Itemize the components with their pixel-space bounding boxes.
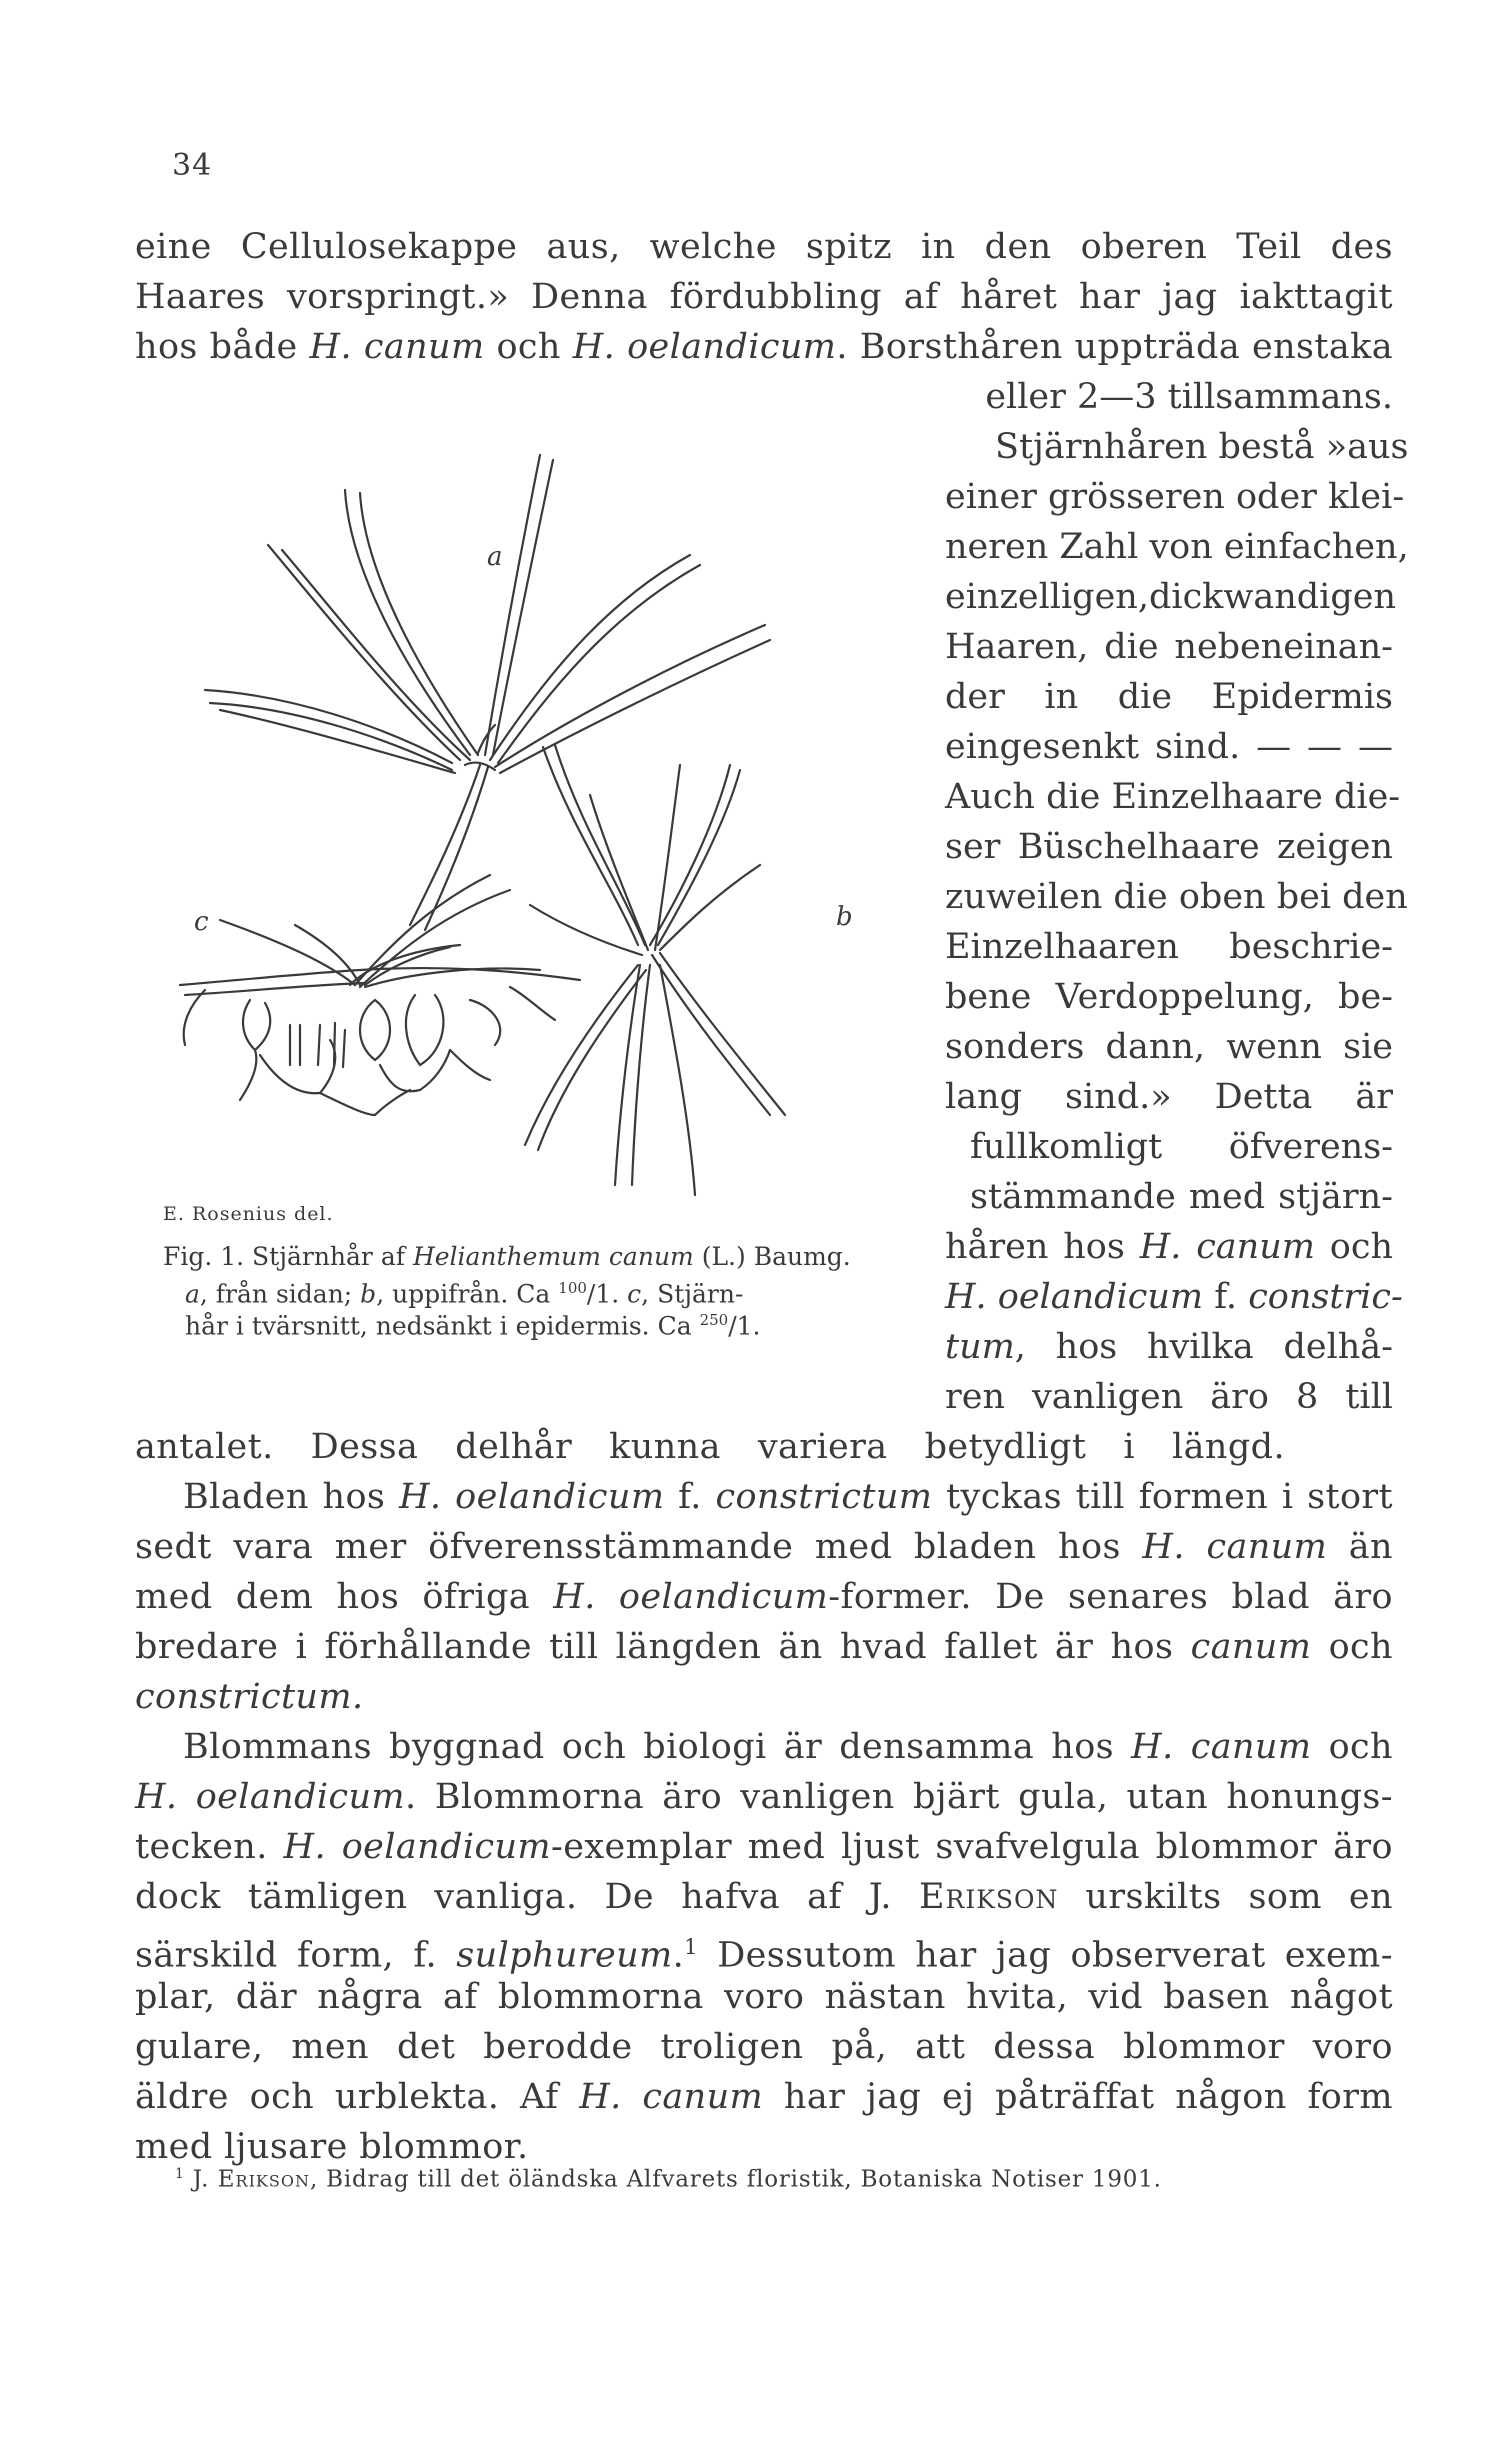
hair-cluster-a [205,455,770,930]
body-line: gulare, men det berodde troligen på, att dessa blommor voro [135,2027,1393,2067]
page-number: 34 [172,148,213,183]
body-line: eller 2—3 tillsammans. [985,377,1393,417]
text: , hos hvilka delhå- [1014,1327,1393,1367]
text: bredare i förhållande till längden än hvad fallet är hos [135,1627,1191,1667]
body-line: einzelligen,dickwandigen [945,577,1397,617]
text: . Borsthåren uppträda enstaka [836,327,1393,367]
text: med dem hos öfriga [135,1577,554,1617]
footnote [175,2166,1162,2193]
body-line [945,1322,1393,1372]
text: än [1327,1527,1394,1567]
figure-star-hairs [160,425,900,1225]
author-name: Erikson [918,1877,1059,1917]
body-line: Einzelhaaren beschrie- [945,927,1393,967]
text: hår i tvärsnitt, nedsänkt i epidermis. Ca [185,1311,700,1341]
text: urskilts som en [1058,1877,1393,1917]
footnote-mark: 1 [175,2166,185,2182]
species-name: H. canum [309,327,485,367]
species-name: H. oelandicum [572,327,837,367]
body-line [135,1872,1393,1922]
text: Dessutom har jag observerat exem- [697,1935,1393,1976]
species-name: constric- [1248,1277,1403,1317]
text: 250 [699,1311,729,1329]
text: . Blommorna äro vanligen bjärt gula, utan honungs- [405,1777,1393,1817]
figure-caption-line [185,1304,760,1342]
body-line [945,1222,1393,1272]
author-name: J. Erikson [192,2166,310,2193]
text: och [484,327,573,367]
species-name: H. canum [579,2077,764,2117]
body-line [135,2072,1393,2122]
text: sedt vara mer öfverensstämmande med bladen hos [135,1527,1143,1567]
body-line: eingesenkt sind. — — — [945,727,1393,767]
species-name: H. oelandicum [283,1827,552,1867]
figure-label-c: c [194,907,209,937]
species-name: H. oelandicum [945,1277,1204,1317]
species-name: H. oelandicum [553,1577,829,1617]
body-line: Haares vorspringt.» Denna fördubbling af håret har jag iakttagit [135,277,1393,317]
text: , från sidan; [199,1279,361,1309]
text: hos både [135,327,310,367]
species-name: H. canum [1142,1527,1328,1567]
text: dock tämligen vanliga. De hafva af J. [135,1877,919,1917]
figure-caption-line [163,1240,851,1273]
body-line: ren vanligen äro 8 till [945,1377,1393,1417]
text: tyckas till formen i stort [932,1477,1394,1517]
hair-cluster-b [525,745,785,1195]
text: b [360,1279,377,1309]
body-line [135,1522,1393,1572]
text: -exemplar med ljust svafvelgula blommor äro [551,1827,1393,1867]
text: . [672,1935,685,1976]
species-name: H. canum [1131,1727,1312,1767]
text: och [1311,1627,1393,1667]
body-line: Stjärnhåren bestå »aus [995,427,1409,467]
body-line: fullkomligt öfverens- [970,1127,1393,1167]
body-line [135,1572,1393,1622]
text: och [1311,1727,1393,1767]
body-line: sonders dann, wenn sie [945,1027,1393,1067]
species-name: constrictum [715,1477,933,1517]
body-line: stämmande med stjärn- [970,1177,1393,1217]
body-line [945,1272,1403,1322]
figure-label-b: b [836,902,853,932]
text: , Stjärn- [641,1279,744,1309]
footnote-text: , Bidrag till det öländska Alfvarets floristik, Botaniska Notiser 1901. [309,2166,1162,2193]
body-line: bene Verdoppelung, be- [945,977,1393,1017]
text: Bladen hos [183,1477,399,1517]
text: -former. De senares blad äro [828,1577,1393,1617]
body-line: ser Büschelhaare zeigen [945,827,1393,867]
species-name: H. canum [1139,1227,1315,1267]
body-line: der in die Epidermis [945,677,1393,717]
body-line [183,1722,1393,1772]
body-line [135,1622,1393,1672]
body-line: plar, där några af blommorna voro nästan hvita, vid basen något [135,1977,1393,2017]
species-name: Helianthemum canum [412,1242,694,1271]
body-line [135,1672,1393,1722]
species-name: sulphureum [456,1935,673,1976]
species-name: H. oelandicum [398,1477,665,1517]
body-line [135,322,1393,372]
figure-illustration [160,425,900,1225]
text: /1. [586,1279,628,1309]
body-line [135,1822,1393,1872]
text: tecken. [135,1827,284,1867]
body-line: lang sind.» Detta är [945,1077,1393,1117]
text: c [627,1279,642,1309]
body-line [135,1772,1393,1822]
species-name: canum [1190,1627,1312,1667]
text: och [1314,1227,1394,1267]
illustrator-credit: E. Rosenius del. [163,1203,334,1225]
body-line: einer grösseren oder klei- [945,477,1405,517]
species-name: tum [945,1327,1015,1367]
footnote-ref: 1 [684,1935,698,1959]
text: , uppifrån. Ca [376,1279,559,1309]
body-line: eine Cellulosekappe aus, welche spitz in den oberen Teil des [135,227,1393,267]
text: 100 [558,1279,587,1297]
text: särskild form, f. [135,1935,457,1976]
figure-label-a: a [487,542,503,572]
text: äldre och urblekta. Af [135,2077,580,2117]
body-line: Auch die Einzelhaare die- [945,777,1401,817]
body-line: zuweilen die oben bei den [945,877,1408,917]
species-name: constrictum. [135,1677,364,1717]
text: Fig. 1. Stjärnhår af [163,1242,413,1271]
body-line: antalet. Dessa delhår kunna variera betydligt i längd. [135,1427,1285,1467]
epidermis-cross-section-c [180,875,580,1115]
text: har jag ej påträffat någon form [763,2077,1393,2117]
text: f. [664,1477,716,1517]
text: håren hos [945,1227,1140,1267]
body-line: neren Zahl von einfachen, [945,527,1409,567]
text: f. [1203,1277,1249,1317]
text: Blommans byggnad och biologi är densamma hos [183,1727,1132,1767]
text: a [185,1279,200,1309]
species-name: H. oelandicum [135,1777,406,1817]
text: (L.) Baumg. [693,1242,851,1271]
body-line: med ljusare blommor. [135,2127,529,2167]
body-line: Haaren, die nebeneinan- [945,627,1393,667]
text: /1. [728,1311,761,1341]
body-line [183,1472,1393,1522]
